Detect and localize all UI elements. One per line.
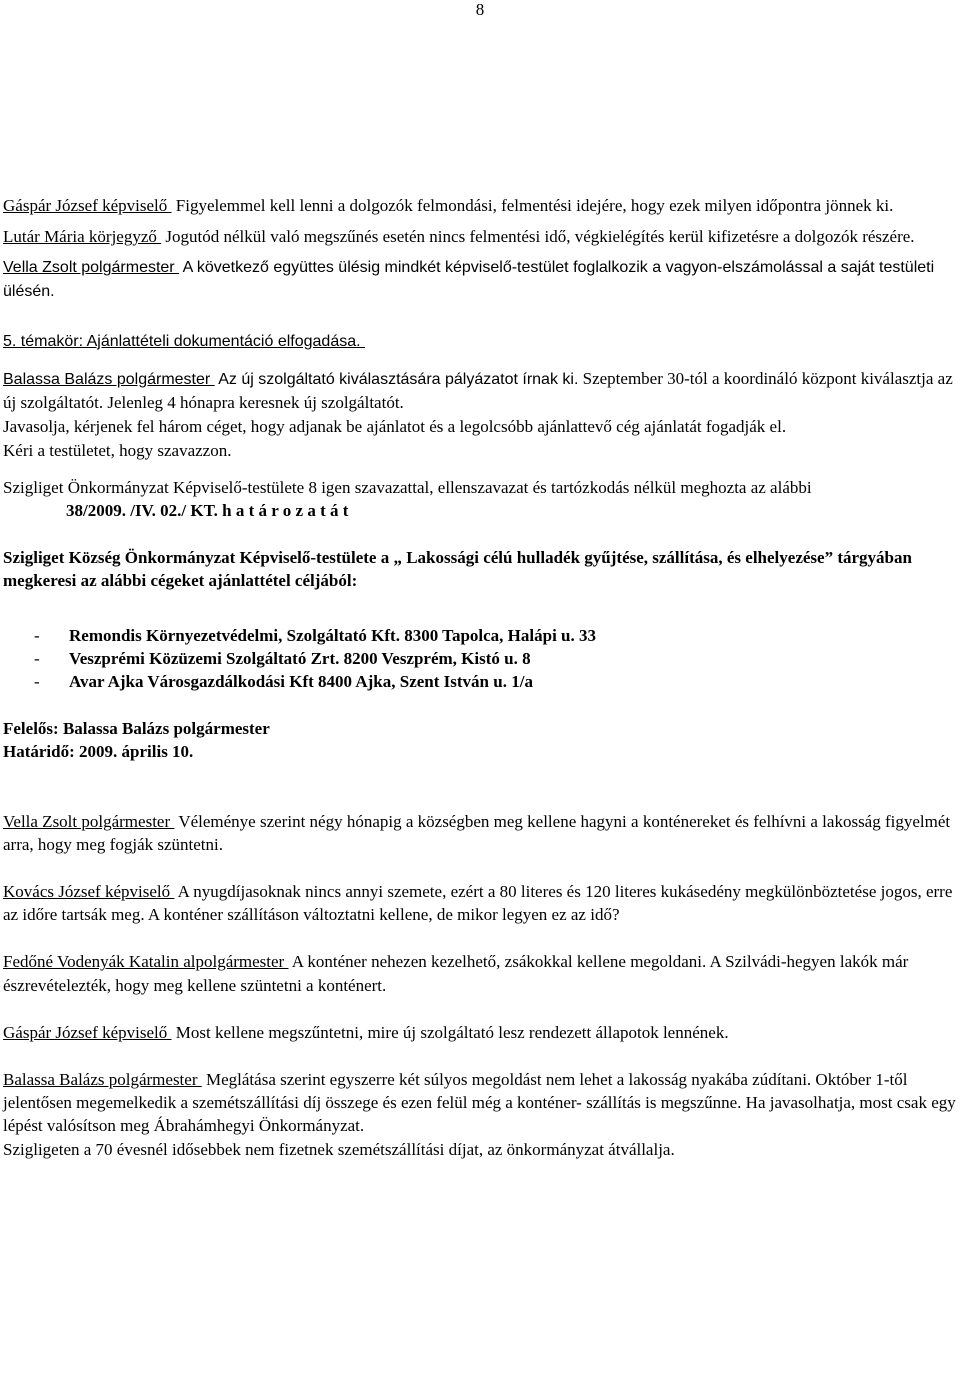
- speaker-name: Kovács József képviselő: [3, 882, 175, 902]
- topic-label: 5. témakör: Ajánlattételi dokumentáció elfogadása.: [3, 332, 365, 350]
- resolution-number: 38/2009. /IV. 02./ KT.: [66, 501, 218, 521]
- deadline: Határidő: 2009. április 10.: [3, 742, 194, 762]
- paragraph-fedone: [3, 950, 957, 996]
- speaker-name: Balassa Balázs polgármester: [3, 1070, 202, 1090]
- vendor-name: Veszprémi Közüzemi Szolgáltató Zrt. 8200 Veszprém, Kistó u. 8: [69, 648, 531, 668]
- list-dash: -: [34, 648, 40, 668]
- paragraph-balassa-2b: Szigligeten a 70 évesnél idősebbek nem fizetnek szemétszállítási díjat, az önkormányzat átvállalja.: [3, 1139, 675, 1159]
- paragraph-lutar: [3, 225, 957, 248]
- paragraph-text: Jogutód nélkül való megszűnés esetén nincs felmentési idő, végkielégítés kerül kifizetésre a dolgozók részére.: [161, 227, 915, 247]
- paragraph-vella-1: [3, 256, 957, 302]
- vendor-list: [3, 624, 957, 694]
- vote-statement: Szigliget Önkormányzat Képviselő-testülete 8 igen szavazattal, ellenszavazat és tartózkodás nélkül meghozta az alábbi: [3, 477, 812, 497]
- resolution-title: h a t á r o z a t á t: [217, 501, 349, 521]
- speaker-name: Lutár Mária körjegyző: [3, 227, 162, 247]
- paragraph-text: Figyelemmel kell lenni a dolgozók felmondási, felmentési idejére, hogy ezek milyen időpontra jönnek ki.: [171, 196, 894, 215]
- paragraph-vella-2: [3, 810, 957, 856]
- paragraph-text: A konténer nehezen kezelhető, zsákokkal kellene megoldani. A Szilvádi-hegyen lakók már észrevételezték, hogy meg kellene szüntetni a konténert.: [3, 952, 909, 995]
- paragraph-gaspar-2: [3, 1021, 957, 1044]
- paragraph-balassa-1c: Kéri a testületet, hogy szavazzon.: [3, 440, 232, 460]
- list-dash: -: [34, 625, 40, 645]
- speaker-name: Gáspár József képviselő: [3, 1022, 172, 1042]
- speaker-name: Vella Zsolt polgármester: [3, 259, 180, 277]
- paragraph-text: Most kellene megszűntetni, mire új szolgáltató lesz rendezett állapotok lennének.: [171, 1022, 729, 1042]
- list-item: [3, 670, 957, 693]
- paragraph-balassa-2: [3, 1068, 957, 1138]
- vendor-name: Remondis Környezetvédelmi, Szolgáltató Kft. 8300 Tapolca, Halápi u. 33: [69, 625, 596, 645]
- page-number: 8: [475, 0, 485, 19]
- vendor-name: Avar Ajka Városgazdálkodási Kft 8400 Ajka, Szent István u. 1/a: [69, 672, 533, 692]
- speaker-name: Vella Zsolt polgármester: [3, 811, 175, 831]
- topic-heading: [3, 330, 957, 353]
- paragraph-text: Az új szolgáltató kiválasztására pályázatot írnak ki.: [214, 371, 579, 389]
- list-dash: -: [34, 672, 40, 692]
- paragraph-text: A nyugdíjasoknak nincs annyi szemete, ezért a 80 literes és 120 literes kukásedény megkülönböztetése jogos, erre az időre tartsák meg. A konténer szállításon változtatni kellene, de mikor legyen ez az idő?: [3, 882, 953, 925]
- paragraph-text: Véleménye szerint négy hónapig a községben meg kellene hagyni a konténereket és felhívni a lakosság figyelmét arra, hogy meg fogják szüntetni.: [3, 811, 951, 854]
- responsible-person: Felelős: Balassa Balázs polgármester: [3, 719, 270, 739]
- speaker-name: Balassa Balázs polgármester: [3, 371, 215, 389]
- document-body: [3, 194, 957, 1161]
- speaker-name: Gáspár József képviselő: [3, 196, 172, 215]
- list-item: [3, 624, 957, 647]
- paragraph-kovacs: [3, 880, 957, 926]
- resolution-number-line: [3, 499, 957, 522]
- paragraph-text: A következő együttes ülésig mindkét képviselő-testület foglalkozik a vagyon-elszámolással a saját testületi ülésén.: [3, 259, 935, 300]
- list-item: [3, 647, 957, 670]
- decision-text: Szigliget Község Önkormányzat Képviselő-testülete a „ Lakossági célú hulladék gyűjtése, szállítása, és elhelyezése” tárgyában megkeresi az alábbi cégeket ajánlattétel céljából:: [3, 548, 912, 591]
- paragraph-gaspar-1: [3, 194, 957, 217]
- paragraph-text: Szeptember 30-tól a koordináló központ kiválasztja az új szolgáltatót. Jelenleg 4 hónapra keresnek új szolgáltatót.: [3, 369, 953, 413]
- paragraph-text: Meglátása szerint egyszerre két súlyos megoldást nem lehet a lakosság nyakába zúdítani. Október 1-től jelentősen megemelkedik a szemétszállítási díj összege és ezen felül még a konténer- szállítás is megszűnne. Ha javasolhatja, most csak egy lépést valósítson meg Ábrahámhegyi Önkormányzat.: [3, 1070, 956, 1136]
- paragraph-balassa-1b: Javasolja, kérjenek fel három céget, hogy adjanak be ajánlatot és a legolcsóbb ajánlattevő cég ajánlatát fogadják el.: [3, 417, 787, 437]
- paragraph-balassa-1: [3, 367, 957, 415]
- speaker-name: Fedőné Vodenyák Katalin alpolgármester: [3, 952, 289, 972]
